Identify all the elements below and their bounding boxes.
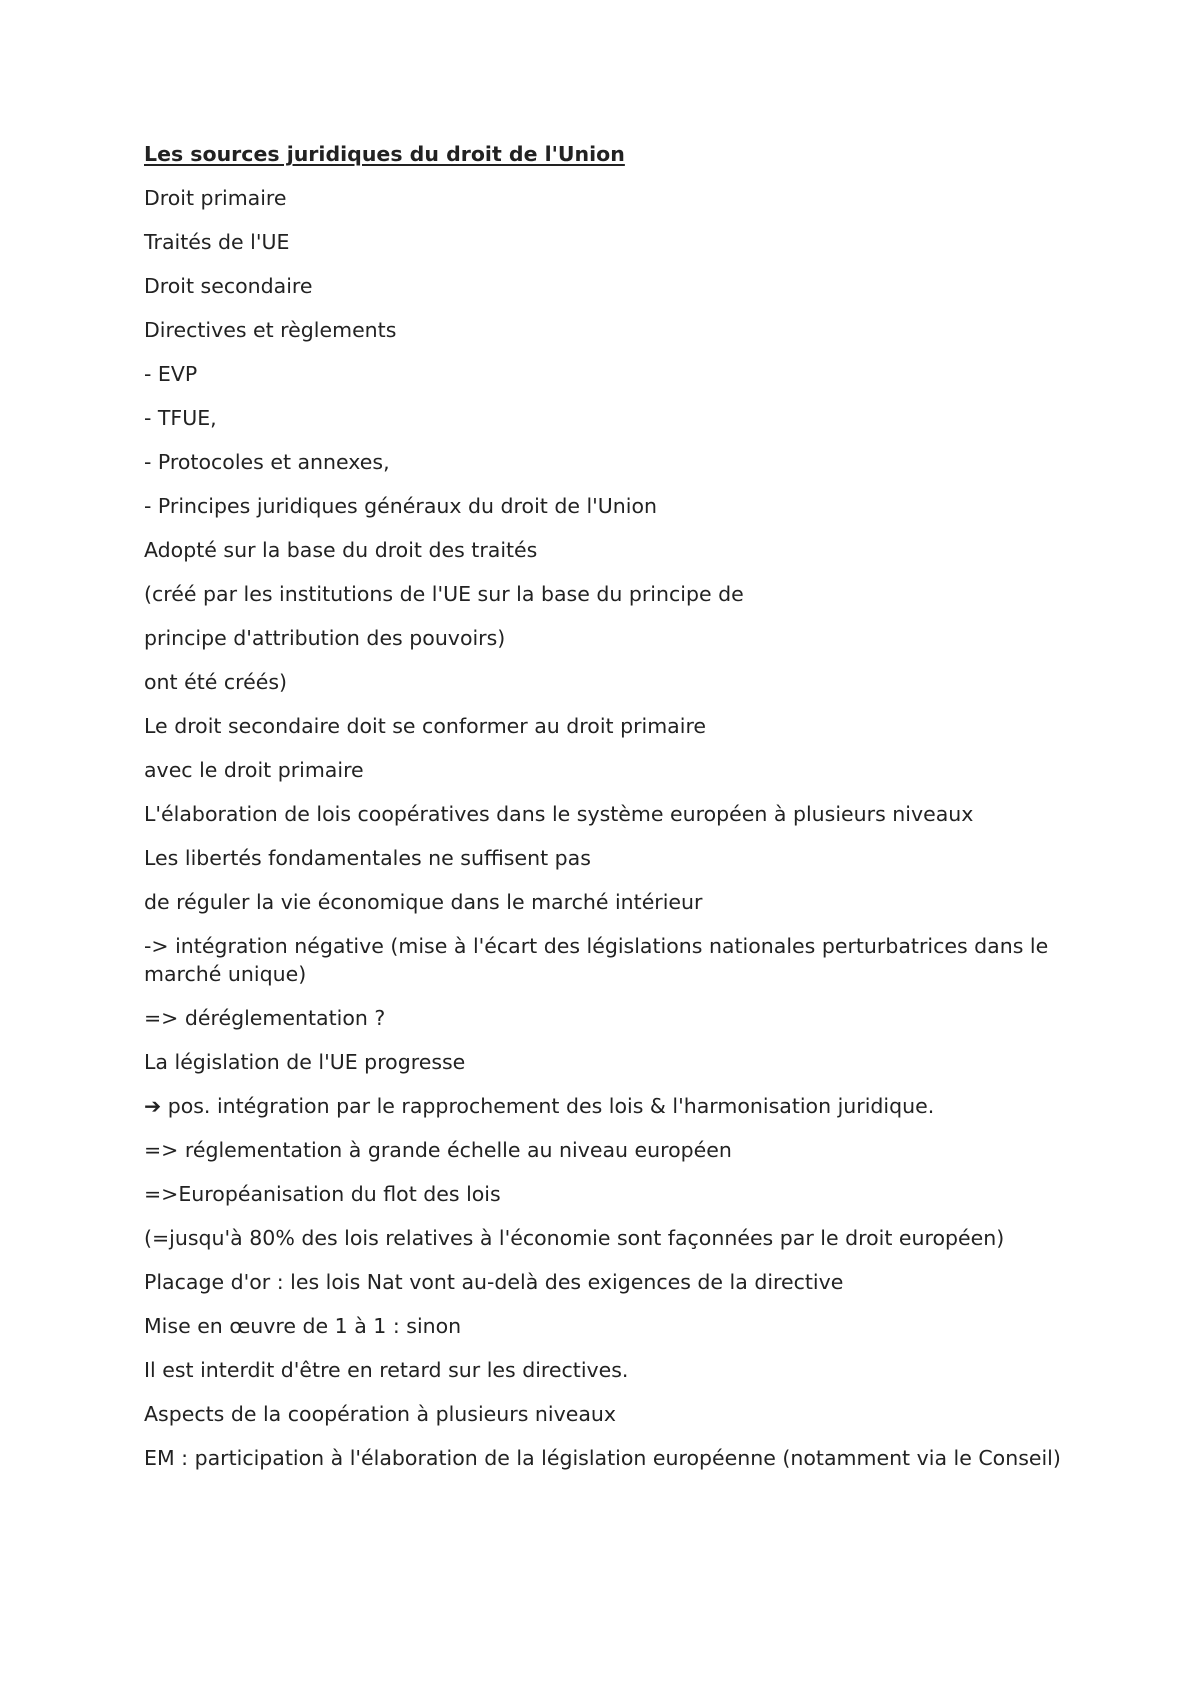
paragraph: - Protocoles et annexes, xyxy=(144,450,390,474)
paragraph: - Principes juridiques généraux du droit de l'Union xyxy=(144,494,658,518)
paragraph: principe d'attribution des pouvoirs) xyxy=(144,626,506,650)
paragraph: avec le droit primaire xyxy=(144,758,364,782)
paragraph: EM : participation à l'élaboration de la législation européenne (notamment via le Conseil) xyxy=(144,1446,1061,1470)
paragraph: Aspects de la coopération à plusieurs niveaux xyxy=(144,1402,617,1426)
paragraph: ont été créés) xyxy=(144,670,288,694)
paragraph: - TFUE, xyxy=(144,406,217,430)
paragraph-list xyxy=(144,184,1064,1472)
paragraph: Le droit secondaire doit se conformer au droit primaire xyxy=(144,714,707,738)
paragraph: Mise en œuvre de 1 à 1 : sinon xyxy=(144,1314,462,1338)
paragraph: de réguler la vie économique dans le marché intérieur xyxy=(144,890,703,914)
paragraph: Droit primaire xyxy=(144,186,287,210)
paragraph: Directives et règlements xyxy=(144,318,397,342)
paragraph: La législation de l'UE progresse xyxy=(144,1050,466,1074)
paragraph: => réglementation à grande échelle au niveau européen xyxy=(144,1138,732,1162)
paragraph: L'élaboration de lois coopératives dans le système européen à plusieurs niveaux xyxy=(144,802,974,826)
paragraph: =>Européanisation du flot des lois xyxy=(144,1182,501,1206)
paragraph: ➔ pos. intégration par le rapprochement des lois & l'harmonisation juridique. xyxy=(144,1094,935,1118)
paragraph: Les libertés fondamentales ne suffisent pas xyxy=(144,846,591,870)
document-page xyxy=(144,140,1064,1488)
paragraph: - EVP xyxy=(144,362,198,386)
paragraph: Droit secondaire xyxy=(144,274,313,298)
paragraph: Il est interdit d'être en retard sur les directives. xyxy=(144,1358,629,1382)
paragraph: Traités de l'UE xyxy=(144,230,290,254)
paragraph: -> intégration négative (mise à l'écart des législations nationales perturbatrices dans le marché unique) xyxy=(144,934,1049,986)
paragraph: (créé par les institutions de l'UE sur la base du principe de xyxy=(144,582,744,606)
paragraph: => déréglementation ? xyxy=(144,1006,386,1030)
paragraph: Placage d'or : les lois Nat vont au-delà des exigences de la directive xyxy=(144,1270,844,1294)
paragraph: Adopté sur la base du droit des traités xyxy=(144,538,538,562)
document-title: Les sources juridiques du droit de l'Union xyxy=(144,142,625,166)
paragraph: (=jusqu'à 80% des lois relatives à l'économie sont façonnées par le droit européen) xyxy=(144,1226,1005,1250)
